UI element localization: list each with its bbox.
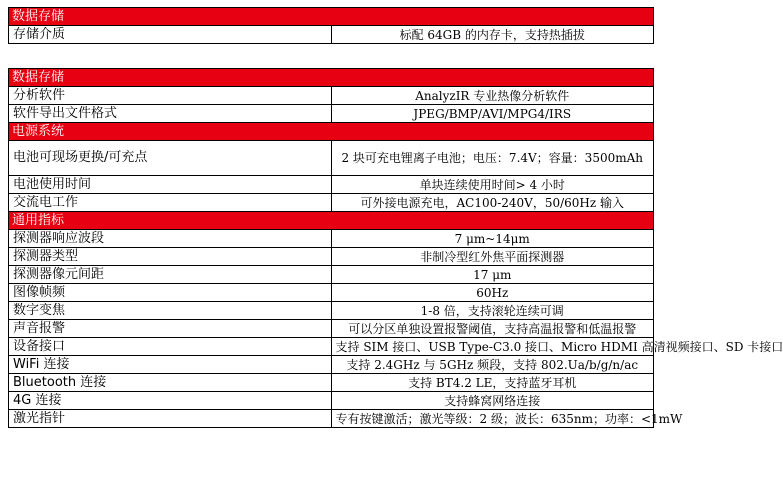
row-label: 交流电工作	[9, 194, 332, 212]
section-title: 数据存储	[9, 8, 654, 26]
row-value: 可外接电源充电，AC100-240V，50/60Hz 输入	[331, 194, 654, 212]
table-row	[9, 230, 654, 248]
table-row	[9, 410, 654, 428]
row-value: 7 μm~14μm	[331, 230, 654, 248]
table-row	[9, 266, 654, 284]
table-row	[9, 374, 654, 392]
row-label: 软件导出文件格式	[9, 105, 332, 123]
row-label: Bluetooth 连接	[9, 374, 332, 392]
table-row	[9, 248, 654, 266]
row-value: 单块连续使用时间> 4 小时	[331, 176, 654, 194]
row-label: 设备接口	[9, 338, 332, 356]
row-label: 声音报警	[9, 320, 332, 338]
row-value: 1-8 倍，支持滚轮连续可调	[331, 302, 654, 320]
table-row	[9, 392, 654, 410]
row-value: 支持 SIM 接口、USB Type-C3.0 接口、Micro HDMI 高清视频接口、SD 卡接口	[331, 338, 654, 356]
row-label: 激光指针	[9, 410, 332, 428]
section-header	[9, 212, 654, 230]
row-value: 60Hz	[331, 284, 654, 302]
table-row	[9, 338, 654, 356]
table-row	[9, 194, 654, 212]
section-title: 通用指标	[9, 212, 654, 230]
row-label: WiFi 连接	[9, 356, 332, 374]
row-label: 探测器类型	[9, 248, 332, 266]
row-value: 支持 BT4.2 LE，支持蓝牙耳机	[331, 374, 654, 392]
section-header	[9, 8, 654, 26]
table-row	[9, 26, 654, 44]
section-title: 电源系统	[9, 123, 654, 141]
row-label: 电池使用时间	[9, 176, 332, 194]
table-row	[9, 141, 654, 176]
row-label: 电池可现场更换/可充点	[9, 141, 332, 176]
storage-spec-table	[8, 7, 654, 44]
row-value: 支持 2.4GHz 与 5GHz 频段，支持 802.Ua/b/g/n/ac	[331, 356, 654, 374]
row-label: 数字变焦	[9, 302, 332, 320]
row-label: 图像帧频	[9, 284, 332, 302]
row-value: 17 μm	[331, 266, 654, 284]
section-title: 数据存储	[9, 69, 654, 87]
table-row	[9, 284, 654, 302]
row-value: 专有按键激活；激光等级：2 级；波长：635nm；功率：<1mW	[331, 410, 654, 428]
row-label: 存储介质	[9, 26, 332, 44]
table-row	[9, 87, 654, 105]
row-value: 非制冷型红外焦平面探测器	[331, 248, 654, 266]
row-value: 标配 64GB 的内存卡，支持热插拔	[331, 26, 654, 44]
table-row	[9, 176, 654, 194]
row-value: 支持蜂窝网络连接	[331, 392, 654, 410]
section-header	[9, 123, 654, 141]
row-value: 2 块可充电锂离子电池；电压：7.4V；容量：3500mAh	[331, 141, 654, 176]
main-spec-table	[8, 68, 783, 428]
table-row	[9, 302, 654, 320]
row-label: 探测器响应波段	[9, 230, 332, 248]
row-value: 可以分区单独设置报警阈值，支持高温报警和低温报警	[331, 320, 654, 338]
table-row	[9, 105, 654, 123]
row-label: 探测器像元间距	[9, 266, 332, 284]
row-value: JPEG/BMP/AVI/MPG4/IRS	[331, 105, 654, 123]
section-header	[9, 69, 654, 87]
row-label: 分析软件	[9, 87, 332, 105]
table-row	[9, 320, 654, 338]
row-label: 4G 连接	[9, 392, 332, 410]
row-value: AnalyzIR 专业热像分析软件	[331, 87, 654, 105]
table-row	[9, 356, 654, 374]
